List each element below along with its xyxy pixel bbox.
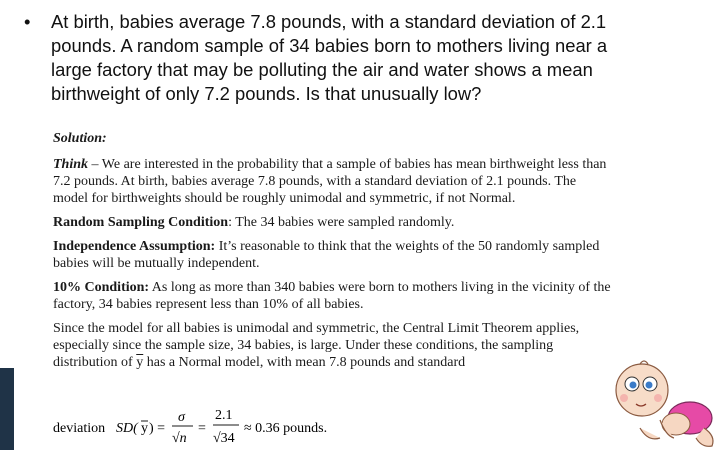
ybar-symbol: $\overline{y}$ xyxy=(136,355,144,370)
approx-result: ≈ 0.36 pounds. xyxy=(244,421,328,436)
baby-head xyxy=(616,364,668,416)
think-paragraph xyxy=(53,156,613,207)
baby-pupil-right xyxy=(646,382,653,389)
equals-sign: = xyxy=(198,421,206,436)
random-sampling-text: : The 34 babies were sampled randomly. xyxy=(228,215,455,230)
random-sampling-label: Random Sampling Condition xyxy=(53,215,229,230)
baby-pupil-left xyxy=(630,382,637,389)
independence-text: It’s reasonable to think that the weights of the 50 randomly sampled babies will be mutually independent. xyxy=(53,239,600,271)
baby-arm-left xyxy=(640,428,660,439)
baby-cheek-right xyxy=(654,394,662,402)
bullet-point xyxy=(24,10,644,106)
ten-percent-label: 10% Condition: xyxy=(53,280,150,295)
independence-paragraph xyxy=(53,238,613,272)
think-label: Think xyxy=(53,157,89,172)
left-accent-bar xyxy=(0,368,14,450)
think-text: – We are interested in the probability that a sample of babies has mean birthweight less than 7.2 pounds. At birth, babies average 7.8 pounds, with a standard deviation of 2.1 pounds. The model for birthweights should be roughly unimodal and symmetric, if not Normal. xyxy=(53,157,607,206)
clt-paragraph xyxy=(53,320,613,371)
independence-label: Independence Assumption: xyxy=(53,239,216,254)
ten-percent-paragraph xyxy=(53,279,613,313)
bullet-dot: • xyxy=(24,11,31,32)
denominator-value: √34 xyxy=(213,431,235,445)
sd-ybar: y xyxy=(141,421,148,436)
sigma-symbol: σ xyxy=(178,410,185,425)
ten-percent-text: As long as more than 340 babies were born to mothers living in the vicinity of the factory, 34 babies represent less than 10% of all babies. xyxy=(53,280,611,312)
random-sampling-paragraph xyxy=(53,214,613,231)
deviation-word: deviation xyxy=(53,421,106,436)
crawling-baby-illustration xyxy=(612,350,720,450)
sd-formula xyxy=(53,405,353,445)
numerator-value: 2.1 xyxy=(215,408,233,423)
baby-cheek-left xyxy=(620,394,628,402)
solution-title: Solution: xyxy=(53,131,107,146)
clt-text-2: has a Normal model, with mean 7.8 pounds and standard xyxy=(143,355,466,370)
sqrt-n: √n xyxy=(172,431,187,445)
solution-block xyxy=(53,130,613,371)
sd-label: SD( xyxy=(116,421,138,436)
clt-text-1: Since the model for all babies is unimodal and symmetric, the Central Limit Theorem applies, especially since the sample size, 34 babies, is large. Under these conditions, the sampling distribution of xyxy=(53,321,580,370)
bullet-text: At birth, babies average 7.8 pounds, with a standard deviation of 2.1 pounds. A random sample of 34 babies born to mothers living near a large factory that may be polluting the air and water shows a mean birthweight of only 7.2 pounds. Is that unusually low? xyxy=(51,11,608,104)
sd-close: ) = xyxy=(149,421,166,436)
